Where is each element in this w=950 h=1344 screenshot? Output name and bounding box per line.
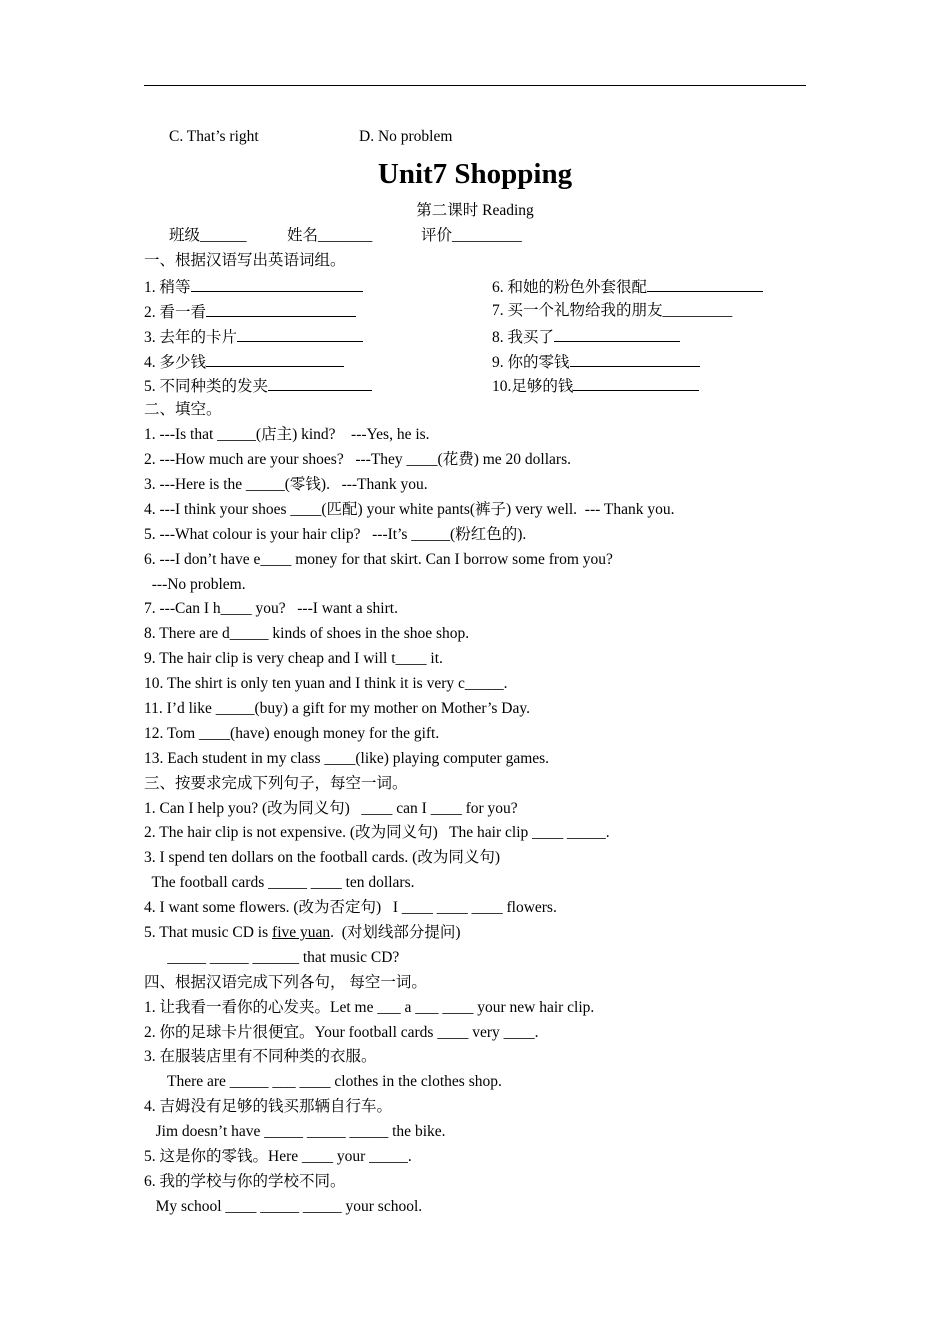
section2-item: 2. ---How much are your shoes? ---They ____(花费) me 20 dollars.	[144, 451, 571, 468]
section1-item-1: 1. 稍等	[144, 276, 363, 298]
section2-item: ---No problem.	[144, 576, 246, 593]
section1-item-7: 7. 买一个礼物给我的朋友_________	[492, 302, 733, 319]
page-subtitle: 第二课时 Reading	[416, 202, 534, 219]
section2-item: 12. Tom ____(have) enough money for the gift.	[144, 725, 440, 742]
section4-item: 1. 让我看一看你的心发夹。Let me ___ a ___ ____ your new hair clip.	[144, 999, 595, 1016]
section3-item: 3. I spend ten dollars on the football cards. (改为同义句)	[144, 849, 500, 866]
section2-item: 8. There are d_____ kinds of shoes in the shoe shop.	[144, 625, 470, 642]
section1-heading: 一、根据汉语写出英语词组。	[144, 252, 346, 269]
section2-item: 1. ---Is that _____(店主) kind? ---Yes, he is.	[144, 426, 430, 443]
class-field: 班级______	[169, 227, 247, 244]
section3-item: The football cards _____ ____ ten dollars.	[144, 874, 415, 891]
section1-item-10: 10.足够的钱	[492, 375, 699, 397]
section3-item: 2. The hair clip is not expensive. (改为同义句) The hair clip ____ _____.	[144, 824, 610, 841]
section1-item-4: 4. 多少钱	[144, 351, 344, 373]
section4-item: 6. 我的学校与你的学校不同。	[144, 1173, 346, 1190]
section2-item: 13. Each student in my class ____(like) playing computer games.	[144, 750, 550, 767]
section2-item: 11. I’d like _____(buy) a gift for my mother on Mother’s Day.	[144, 700, 530, 717]
section4-item: My school ____ _____ _____ your school.	[144, 1198, 423, 1215]
section1-item-9: 9. 你的零钱	[492, 351, 700, 373]
section2-item: 3. ---Here is the _____(零钱). ---Thank you.	[144, 476, 428, 493]
section2-heading: 二、填空。	[144, 401, 222, 418]
section3-item-5: 5. That music CD is five yuan. (对划线部分提问)	[144, 924, 461, 941]
section2-item: 5. ---What colour is your hair clip? ---It’s _____(粉红色的).	[144, 526, 527, 543]
grade-field: 评价_________	[421, 227, 522, 244]
section2-item: 9. The hair clip is very cheap and I will t____ it.	[144, 650, 443, 667]
section4-item: 5. 这是你的零钱。Here ____ your _____.	[144, 1148, 412, 1165]
section2-item: 10. The shirt is only ten yuan and I think it is very c_____.	[144, 675, 508, 692]
section4-heading: 四、根据汉语完成下列各句， 每空一词。	[144, 974, 427, 991]
section3-item: 1. Can I help you? (改为同义句) ____ can I ____ for you?	[144, 800, 518, 817]
section4-item: 4. 吉姆没有足够的钱买那辆自行车。	[144, 1098, 393, 1115]
section1-item-5: 5. 不同种类的发夹	[144, 375, 372, 397]
section3-answer-line: _____ _____ ______ that music CD?	[144, 949, 400, 966]
section2-item: 7. ---Can I h____ you? ---I want a shirt.	[144, 600, 398, 617]
name-field: 姓名_______	[287, 227, 373, 244]
section1-item-8: 8. 我买了	[492, 326, 680, 348]
option-c: C. That’s right	[169, 128, 259, 145]
section4-item: Jim doesn’t have _____ _____ _____ the bike.	[144, 1123, 446, 1140]
underlined-phrase: five yuan	[272, 924, 331, 941]
page-title: Unit7 Shopping	[377, 158, 573, 190]
section4-item: 2. 你的足球卡片很便宜。Your football cards ____ very ____.	[144, 1024, 539, 1041]
section2-item: 6. ---I don’t have e____ money for that skirt. Can I borrow some from you?	[144, 551, 613, 568]
section3-heading: 三、按要求完成下列句子，每空一词。	[144, 775, 408, 792]
section1-item-3: 3. 去年的卡片	[144, 326, 363, 348]
option-d: D. No problem	[359, 128, 453, 145]
section2-item: 4. ---I think your shoes ____(匹配) your white pants(裤子) very well. --- Thank you.	[144, 501, 675, 518]
section3-item: 4. I want some flowers. (改为否定句) I ____ ____ ____ flowers.	[144, 899, 557, 916]
section4-item: 3. 在服装店里有不同种类的衣服。	[144, 1048, 377, 1065]
section4-item: There are _____ ___ ____ clothes in the clothes shop.	[144, 1073, 502, 1090]
section1-item-2: 2. 看一看	[144, 301, 356, 323]
section1-item-6: 6. 和她的粉色外套很配	[492, 276, 763, 298]
header-rule	[144, 85, 806, 86]
